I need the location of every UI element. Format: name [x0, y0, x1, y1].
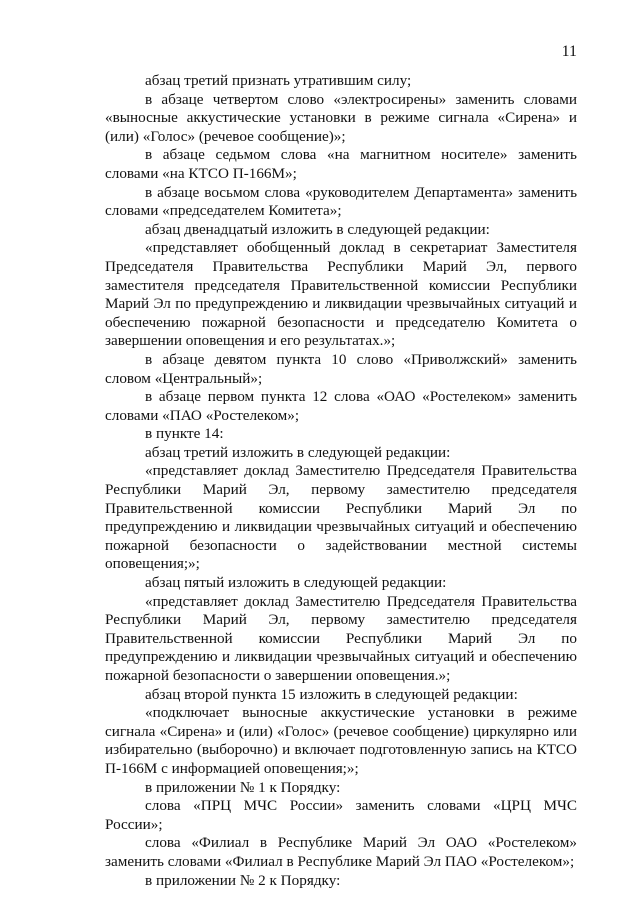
paragraph: «представляет доклад Заместителю Председателя Правительства Республики Марий Эл, первому заместителю председателя Правительственной комиссии Республики Марий Эл по предупреждению и ликвидации чрезвычайных ситуаций и обеспечению пожарной безопасности о задействовании местной системы оповещения;»;	[105, 462, 577, 573]
paragraph: слова «Филиал в Республике Марий Эл ОАО «Ростелеком» заменить словами «Филиал в Республике Марий Эл ПАО «Ростелеком»;	[105, 834, 577, 870]
paragraph: абзац двенадцатый изложить в следующей редакции:	[145, 220, 490, 238]
paragraph: слова «ПРЦ МЧС России» заменить словами «ЦРЦ МЧС России»;	[105, 797, 577, 833]
paragraph: в абзаце девятом пункта 10 слово «Приволжский» заменить словом «Центральный»;	[105, 350, 577, 387]
paragraph: в приложении № 2 к Порядку:	[145, 871, 341, 889]
paragraph: в пункте 14:	[145, 425, 224, 443]
page-number: 11	[561, 43, 577, 60]
paragraph: «представляет доклад Заместителю Председателя Правительства Республики Марий Эл, первому заместителю председателя Правительственной комиссии Республики Марий Эл по предупреждению и ликвидации чрезвычайных ситуаций и обеспечению пожарной безопасности о завершении оповещения.»;	[105, 592, 577, 684]
paragraph: абзац третий признать утратившим силу;	[145, 72, 412, 89]
paragraph: абзац второй пункта 15 изложить в следующей редакции:	[145, 685, 518, 703]
paragraph: в абзаце седьмом слова «на магнитном носителе» заменить словами «на КТСО П-166М»;	[105, 146, 577, 182]
paragraph: в абзаце первом пункта 12 слова «ОАО «Ростелеком» заменить словами «ПАО «Ростелеком»;	[105, 388, 577, 424]
paragraph: в абзаце восьмом слова «руководителем Департамента» заменить словами «председателем Комитета»;	[105, 183, 577, 220]
document-body	[105, 72, 577, 890]
paragraph: в приложении № 1 к Порядку:	[145, 778, 341, 796]
paragraph: абзац пятый изложить в следующей редакции:	[145, 574, 447, 592]
paragraph: в абзаце четвертом слово «электросирены» заменить словами «выносные аккустические установки в режиме сигнала «Сирена» и (или) «Голос» (речевое сообщение)»;	[105, 90, 577, 145]
paragraph: «представляет обобщенный доклад в секретариат Заместителя Председателя Правительства Республики Марий Эл, первого заместителя председателя Правительственной комиссии Республики Марий Эл по предупреждению и ликвидации чрезвычайных ситуаций и обеспечению пожарной безопасности и председателю Комитета о завершении оповещения и его результатах.»;	[105, 239, 577, 350]
paragraph: «подключает выносные аккустические установки в режиме сигнала «Сирена» и (или) «Голос» (речевое сообщение) циркулярно или избирательно (выборочно) и включает подготовленную запись на КТСО П-166М с информацией оповещения;»;	[105, 704, 577, 777]
paragraph: абзац третий изложить в следующей редакции:	[145, 443, 451, 461]
